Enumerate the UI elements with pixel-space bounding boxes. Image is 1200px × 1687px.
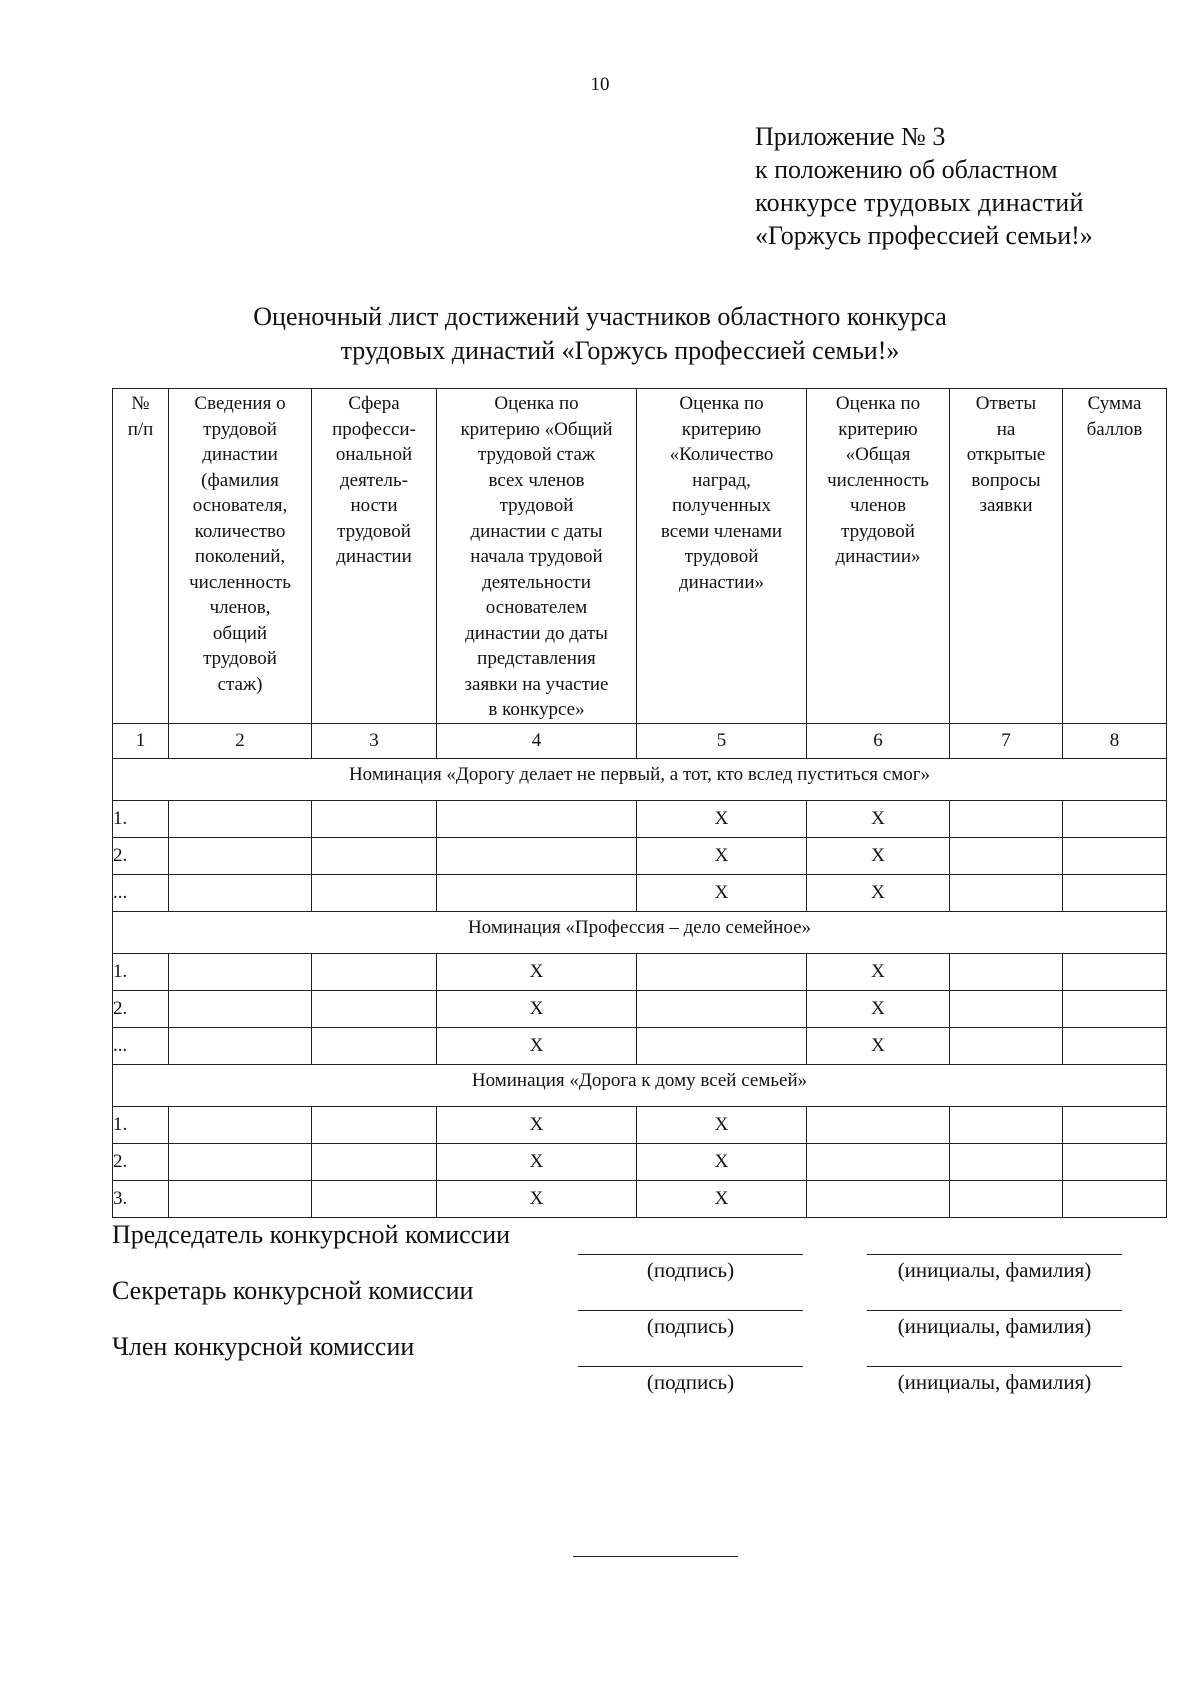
column-header-line: Оценка по	[494, 393, 579, 414]
signature-role: Член конкурсной комиссии	[112, 1332, 415, 1361]
column-header	[169, 389, 312, 724]
table-cell: X	[437, 1106, 637, 1143]
table-cell	[312, 1143, 437, 1180]
column-header-line: Ответы	[975, 393, 1037, 414]
appendix-line: к положению об областном	[755, 155, 1058, 184]
nomination-title: Номинация «Дорогу делает не первый, а тот, кто вслед пуститься смог»	[113, 758, 1167, 800]
column-number: 8	[1063, 723, 1167, 758]
column-header-line: ональной	[335, 444, 413, 465]
table-cell	[437, 837, 637, 874]
table-cell	[807, 1106, 950, 1143]
table-cell	[312, 1027, 437, 1064]
column-header-line: деятель-	[339, 469, 409, 491]
column-number: 3	[312, 723, 437, 758]
table-cell	[950, 990, 1063, 1027]
column-header-line: (фамилия	[201, 469, 279, 491]
signature-line	[578, 1254, 803, 1255]
signature-role: Председатель конкурсной комиссии	[112, 1220, 511, 1249]
table-cell: X	[437, 953, 637, 990]
column-header-line: заявки	[979, 495, 1033, 516]
table-cell: X	[807, 990, 950, 1027]
table-cell	[169, 953, 312, 990]
column-header	[437, 389, 637, 724]
column-header-line: трудовой	[337, 520, 411, 542]
column-header-line: №	[131, 393, 150, 414]
table-cell	[169, 800, 312, 837]
title-line: трудовых династий «Горжусь профессией семьи!»	[340, 336, 900, 365]
evaluation-table	[112, 388, 1167, 1218]
table-cell	[169, 990, 312, 1027]
column-header-line: Сведения о	[194, 393, 286, 414]
column-number: 2	[169, 723, 312, 758]
column-header	[807, 389, 950, 724]
table-cell: X	[807, 837, 950, 874]
name-caption: (инициалы, фамилия)	[897, 1314, 1092, 1338]
table-cell	[169, 1027, 312, 1064]
column-header-line: трудовой	[499, 495, 574, 516]
table-cell: X	[637, 874, 807, 911]
row-number: 3.	[113, 1180, 169, 1217]
column-header	[950, 389, 1063, 724]
column-header-line: начала трудовой	[470, 546, 603, 567]
column-header-line: Оценка по	[835, 393, 921, 414]
column-header-line: ности	[350, 495, 398, 516]
signature-caption: (подпись)	[646, 1314, 735, 1338]
name-caption: (инициалы, фамилия)	[897, 1370, 1092, 1394]
column-header-line: наград,	[692, 469, 751, 491]
table-cell: X	[637, 1180, 807, 1217]
column-header-line: «Общая	[845, 444, 911, 465]
column-header-line: заявки на участие	[464, 673, 609, 695]
column-header-line: династии»	[835, 546, 921, 567]
row-number: ...	[113, 1027, 169, 1064]
column-header-line: династии	[336, 546, 412, 567]
table-cell	[437, 800, 637, 837]
column-header-line: Оценка по	[679, 393, 764, 414]
column-header-line: всех членов	[488, 469, 585, 491]
table-row	[113, 800, 1167, 837]
column-header	[637, 389, 807, 724]
signature-row	[112, 1332, 1172, 1392]
column-header-line: членов	[849, 495, 907, 516]
title-line: Оценочный лист достижений участников областного конкурса	[253, 302, 947, 331]
column-header-line: п/п	[127, 418, 154, 440]
row-number: 1.	[113, 953, 169, 990]
table-cell	[437, 874, 637, 911]
column-header-line: критерию	[681, 418, 762, 440]
table-cell	[950, 800, 1063, 837]
column-header	[312, 389, 437, 724]
table-cell	[807, 1143, 950, 1180]
table-cell	[312, 1106, 437, 1143]
column-header	[1063, 389, 1167, 724]
table-cell	[312, 800, 437, 837]
column-header-line: стаж)	[217, 673, 263, 695]
column-header-line: трудовой	[203, 648, 277, 669]
nomination-row	[113, 1064, 1167, 1106]
table-cell	[169, 1106, 312, 1143]
column-header-line: трудовой	[203, 418, 277, 440]
column-header-line: в конкурсе»	[488, 699, 585, 720]
signature-line	[578, 1310, 803, 1311]
table-cell	[637, 953, 807, 990]
header-row	[113, 389, 1167, 724]
column-header	[113, 389, 169, 724]
column-header-line: количество	[194, 520, 286, 542]
table-cell: X	[807, 1027, 950, 1064]
name-line	[867, 1254, 1122, 1255]
table-cell	[1063, 874, 1167, 911]
table-row	[113, 1143, 1167, 1180]
table-cell	[312, 990, 437, 1027]
appendix-block	[755, 120, 1093, 252]
table-cell: X	[807, 800, 950, 837]
column-header-line: династии до даты	[465, 622, 608, 644]
column-header-line: вопросы	[971, 469, 1041, 491]
column-header-line: представления	[477, 648, 596, 669]
column-header-line: Сфера	[348, 393, 400, 414]
table-cell: X	[437, 1143, 637, 1180]
appendix-line: «Горжусь профессией семьи!»	[755, 221, 1093, 250]
table-cell: X	[437, 990, 637, 1027]
column-header-line: всеми членами	[660, 520, 783, 542]
appendix-line: Приложение № 3	[755, 122, 946, 151]
column-number: 6	[807, 723, 950, 758]
table-cell: X	[637, 800, 807, 837]
nomination-row	[113, 758, 1167, 800]
table-cell	[312, 837, 437, 874]
table-cell	[169, 1143, 312, 1180]
column-number: 4	[437, 723, 637, 758]
table-cell	[950, 1143, 1063, 1180]
row-number: ...	[113, 874, 169, 911]
column-number: 5	[637, 723, 807, 758]
table-cell	[637, 1027, 807, 1064]
row-number: 1.	[113, 800, 169, 837]
appendix-line: конкурсе трудовых династий	[755, 188, 1084, 217]
signature-role: Секретарь конкурсной комиссии	[112, 1276, 474, 1305]
column-header-line: трудовой стаж	[477, 444, 596, 465]
column-header-line: критерию «Общий	[460, 418, 613, 440]
table-cell	[1063, 1143, 1167, 1180]
table-cell	[169, 1180, 312, 1217]
column-header-line: деятельности	[482, 571, 591, 593]
column-header-line: полученных	[672, 495, 771, 516]
signature-line	[578, 1366, 803, 1367]
row-number: 2.	[113, 990, 169, 1027]
column-header-line: трудовой	[841, 520, 915, 542]
column-header-line: численность	[827, 469, 929, 491]
table-row	[113, 1106, 1167, 1143]
column-header-line: численность	[189, 571, 291, 593]
table-cell	[1063, 1027, 1167, 1064]
column-header-line: династии»	[678, 571, 764, 593]
column-header-line: «Количество	[669, 444, 774, 465]
signature-caption: (подпись)	[646, 1258, 735, 1282]
signature-row	[112, 1220, 1172, 1280]
column-header-line: основателем	[485, 597, 588, 618]
column-header-line: поколений,	[194, 546, 286, 567]
column-header-line: трудовой	[684, 546, 759, 567]
table-cell	[950, 1027, 1063, 1064]
column-header-line: династии с даты	[470, 520, 603, 542]
column-header-line: членов,	[209, 597, 271, 618]
column-header-line: основателя,	[192, 495, 288, 516]
nomination-title: Номинация «Профессия – дело семейное»	[113, 911, 1167, 953]
row-number: 2.	[113, 1143, 169, 1180]
page-number: 10	[590, 74, 610, 95]
table-cell: X	[637, 1143, 807, 1180]
table-cell	[1063, 953, 1167, 990]
table-cell	[950, 1106, 1063, 1143]
table-row	[113, 837, 1167, 874]
table-row	[113, 990, 1167, 1027]
row-number: 1.	[113, 1106, 169, 1143]
table-cell	[950, 837, 1063, 874]
column-header-line: професси-	[332, 418, 416, 440]
nomination-row	[113, 911, 1167, 953]
table-cell	[169, 874, 312, 911]
table-cell	[169, 837, 312, 874]
table-cell: X	[807, 953, 950, 990]
signature-caption: (подпись)	[646, 1370, 735, 1394]
table-cell	[312, 874, 437, 911]
table-cell	[950, 1180, 1063, 1217]
end-rule	[573, 1556, 738, 1557]
table-cell: X	[437, 1180, 637, 1217]
name-caption: (инициалы, фамилия)	[897, 1258, 1092, 1282]
column-number: 1	[113, 723, 169, 758]
column-header-line: критерию	[838, 418, 918, 440]
table-cell	[950, 874, 1063, 911]
name-line	[867, 1310, 1122, 1311]
table-cell	[1063, 1180, 1167, 1217]
table-cell	[312, 1180, 437, 1217]
column-header-line: баллов	[1086, 418, 1143, 440]
table-row	[113, 953, 1167, 990]
table-cell: X	[637, 1106, 807, 1143]
column-header-line: общий	[212, 622, 268, 644]
column-number: 7	[950, 723, 1063, 758]
nomination-title: Номинация «Дорога к дому всей семьей»	[113, 1064, 1167, 1106]
table-row	[113, 874, 1167, 911]
table-cell	[1063, 837, 1167, 874]
column-header-line: династии	[202, 444, 278, 465]
table-cell	[1063, 990, 1167, 1027]
column-header-line: Сумма	[1087, 393, 1142, 414]
table-cell: X	[807, 874, 950, 911]
table-row	[113, 1180, 1167, 1217]
table-cell	[1063, 800, 1167, 837]
signature-row	[112, 1276, 1172, 1336]
table-cell	[637, 990, 807, 1027]
table-cell	[312, 953, 437, 990]
table-cell: X	[637, 837, 807, 874]
table-row	[113, 1027, 1167, 1064]
table-cell: X	[437, 1027, 637, 1064]
table-cell	[1063, 1106, 1167, 1143]
column-header-line: на	[996, 418, 1016, 440]
row-number: 2.	[113, 837, 169, 874]
table-cell	[807, 1180, 950, 1217]
table-cell	[950, 953, 1063, 990]
name-line	[867, 1366, 1122, 1367]
column-number-row	[113, 723, 1167, 758]
column-header-line: открытые	[966, 444, 1046, 465]
document-title	[0, 300, 1200, 368]
